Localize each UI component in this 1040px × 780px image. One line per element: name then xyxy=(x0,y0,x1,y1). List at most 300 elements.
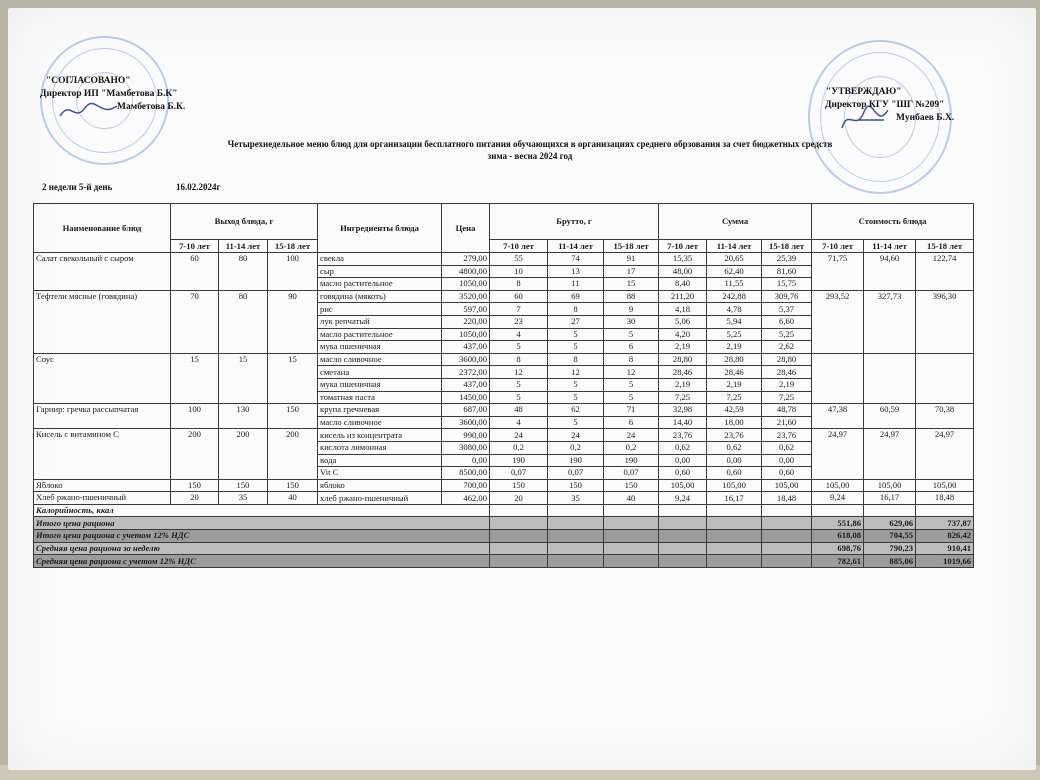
ingredient-price: 4800,00 xyxy=(442,265,490,278)
table-row xyxy=(34,353,974,366)
header-output: Выход блюда, г xyxy=(171,204,318,240)
ingredient-sum: 16,17 xyxy=(707,492,762,505)
ingredient-sum: 2,19 xyxy=(659,378,707,391)
dish-cost: 9,24 xyxy=(812,492,864,505)
ingredient-sum: 242,88 xyxy=(707,290,762,303)
week-day-label: 2 недели 5-й день xyxy=(42,182,113,192)
header-price: Цена xyxy=(442,204,490,253)
ingredient-sum: 105,00 xyxy=(762,479,812,492)
ingredient-name: масло растительное xyxy=(318,328,442,341)
ingredient-sum: 0,00 xyxy=(659,454,707,467)
ingredient-sum: 0,60 xyxy=(707,467,762,480)
ingredient-price: 687,00 xyxy=(442,404,490,417)
ingredient-sum: 15,75 xyxy=(762,278,812,291)
left-signature xyxy=(55,98,125,124)
header-age: 11-14 лет xyxy=(864,240,916,253)
summary-empty xyxy=(604,555,659,568)
summary-empty xyxy=(548,530,604,543)
summary-empty xyxy=(548,542,604,555)
dish-cost xyxy=(812,353,864,403)
ingredient-name: масло сливочное xyxy=(318,416,442,429)
dish-cost: 105,00 xyxy=(864,479,916,492)
ingredient-name: масло сливочное xyxy=(318,353,442,366)
dish-name: Гарнир: гречка рассыпчатая xyxy=(34,404,171,429)
ingredient-brutto: 27 xyxy=(548,315,604,328)
dish-cost: 24,97 xyxy=(864,429,916,479)
summary-row xyxy=(34,555,974,568)
header-age: 15-18 лет xyxy=(762,240,812,253)
table-row xyxy=(34,253,974,266)
document-subtitle: зима - весна 2024 год xyxy=(487,151,573,161)
summary-empty xyxy=(659,555,707,568)
ingredient-brutto: 0,2 xyxy=(490,441,548,454)
ingredient-sum: 4,18 xyxy=(659,303,707,316)
header-age: 15-18 лет xyxy=(268,240,318,253)
summary-empty xyxy=(604,504,659,517)
summary-label: Итого цена рациона xyxy=(34,517,490,530)
dish-cost: 396,30 xyxy=(916,290,974,353)
ingredient-sum: 48,00 xyxy=(659,265,707,278)
ingredient-brutto: 4 xyxy=(490,328,548,341)
dish-cost: 16,17 xyxy=(864,492,916,505)
ingredient-brutto: 5 xyxy=(548,328,604,341)
ingredient-sum: 0,00 xyxy=(762,454,812,467)
ingredient-brutto: 8 xyxy=(490,353,548,366)
ingredient-price: 1050,00 xyxy=(442,278,490,291)
approve-name: Мунбаев Б.Х. xyxy=(896,113,955,123)
dish-cost: 24,97 xyxy=(916,429,974,479)
summary-row xyxy=(34,530,974,543)
ingredient-sum: 5,37 xyxy=(762,303,812,316)
header-age: 11-14 лет xyxy=(707,240,762,253)
dish-cost: 105,00 xyxy=(916,479,974,492)
ingredient-brutto: 24 xyxy=(548,429,604,442)
summary-empty xyxy=(490,555,548,568)
ingredient-brutto: 5 xyxy=(548,378,604,391)
summary-value xyxy=(812,504,864,517)
ingredient-sum: 25,39 xyxy=(762,253,812,266)
ingredient-brutto: 5 xyxy=(548,391,604,404)
ingredient-price: 3600,00 xyxy=(442,416,490,429)
dish-output: 100 xyxy=(171,404,219,429)
ingredient-brutto: 24 xyxy=(490,429,548,442)
summary-row xyxy=(34,504,974,517)
ingredient-sum: 28,46 xyxy=(707,366,762,379)
summary-empty xyxy=(548,555,604,568)
ingredient-brutto: 0,07 xyxy=(548,467,604,480)
header-age: 7-10 лет xyxy=(490,240,548,253)
ingredient-price: 462,00 xyxy=(442,492,490,505)
ingredient-sum: 5,25 xyxy=(762,328,812,341)
ingredient-brutto: 5 xyxy=(548,341,604,354)
ingredient-price: 437,00 xyxy=(442,378,490,391)
ingredient-price: 437,00 xyxy=(442,341,490,354)
ingredient-sum: 48,78 xyxy=(762,404,812,417)
summary-value: 551,86 xyxy=(812,517,864,530)
ingredient-brutto: 60 xyxy=(490,290,548,303)
document-title: Четырехнедельное меню блюд для организации бесплатного питания обучающихся в организациях среднего обрзования за счет бюджетных средств xyxy=(227,139,833,149)
ingredient-sum: 32,98 xyxy=(659,404,707,417)
ingredient-brutto: 0,07 xyxy=(604,467,659,480)
dish-output: 40 xyxy=(268,492,318,505)
ingredient-sum: 4,78 xyxy=(707,303,762,316)
dish-output: 70 xyxy=(171,290,219,353)
ingredient-brutto: 23 xyxy=(490,315,548,328)
ingredient-price: 8500,00 xyxy=(442,467,490,480)
dish-cost: 47,38 xyxy=(812,404,864,429)
summary-label: Калорийность, ккал xyxy=(34,504,490,517)
summary-label: Итого цена рациона с учетом 12% НДС xyxy=(34,530,490,543)
dish-output: 130 xyxy=(219,404,268,429)
summary-empty xyxy=(490,542,548,555)
ingredient-price: 279,00 xyxy=(442,253,490,266)
ingredient-sum: 0,60 xyxy=(659,467,707,480)
header-age: 7-10 лет xyxy=(659,240,707,253)
table-row xyxy=(34,290,974,303)
dish-name: Соус xyxy=(34,353,171,403)
ingredient-sum: 0,62 xyxy=(762,441,812,454)
ingredient-brutto: 8 xyxy=(604,353,659,366)
summary-empty xyxy=(604,530,659,543)
dish-output: 60 xyxy=(171,253,219,291)
ingredient-brutto: 5 xyxy=(490,391,548,404)
ingredient-price: 0,00 xyxy=(442,454,490,467)
ingredient-sum: 28,80 xyxy=(707,353,762,366)
ingredient-sum: 28,80 xyxy=(762,353,812,366)
dish-output: 35 xyxy=(219,492,268,505)
ingredient-sum: 5,06 xyxy=(659,315,707,328)
ingredient-sum: 28,80 xyxy=(659,353,707,366)
ingredient-brutto: 88 xyxy=(604,290,659,303)
summary-empty xyxy=(490,530,548,543)
dish-output: 20 xyxy=(171,492,219,505)
dish-output: 150 xyxy=(268,404,318,429)
dish-name: Кисель с витамином С xyxy=(34,429,171,479)
ingredient-brutto: 91 xyxy=(604,253,659,266)
ingredient-brutto: 5 xyxy=(490,378,548,391)
table-row xyxy=(34,492,974,505)
summary-empty xyxy=(659,517,707,530)
ingredient-brutto: 62 xyxy=(548,404,604,417)
ingredient-sum: 2,62 xyxy=(762,341,812,354)
ingredient-price: 220,00 xyxy=(442,315,490,328)
ingredient-name: вода xyxy=(318,454,442,467)
ingredient-sum: 15,35 xyxy=(659,253,707,266)
ingredient-sum: 6,60 xyxy=(762,315,812,328)
ingredient-sum: 20,65 xyxy=(707,253,762,266)
summary-value: 618,08 xyxy=(812,530,864,543)
summary-empty xyxy=(762,504,812,517)
summary-empty xyxy=(707,542,762,555)
ingredient-sum: 21,60 xyxy=(762,416,812,429)
ingredient-brutto: 11 xyxy=(548,278,604,291)
ingredient-price: 3080,00 xyxy=(442,441,490,454)
ingredient-sum: 309,76 xyxy=(762,290,812,303)
summary-empty xyxy=(762,555,812,568)
ingredient-sum: 18,48 xyxy=(762,492,812,505)
dish-output: 100 xyxy=(268,253,318,291)
header-age: 7-10 лет xyxy=(171,240,219,253)
ingredient-brutto: 12 xyxy=(548,366,604,379)
ingredient-brutto: 9 xyxy=(604,303,659,316)
ingredient-sum: 42,59 xyxy=(707,404,762,417)
ingredient-brutto: 150 xyxy=(490,479,548,492)
ingredient-sum: 18,00 xyxy=(707,416,762,429)
ingredient-brutto: 150 xyxy=(548,479,604,492)
summary-empty xyxy=(707,504,762,517)
ingredient-sum: 2,19 xyxy=(659,341,707,354)
ingredient-sum: 14,40 xyxy=(659,416,707,429)
ingredient-brutto: 8 xyxy=(548,353,604,366)
agreed-role: Директор ИП "Мамбетова Б.К" xyxy=(40,89,178,99)
ingredient-brutto: 69 xyxy=(548,290,604,303)
ingredient-name: мука пшеничная xyxy=(318,341,442,354)
ingredient-brutto: 6 xyxy=(604,416,659,429)
dish-name: Яблоко xyxy=(34,479,171,492)
ingredient-price: 1450,00 xyxy=(442,391,490,404)
header-age: 11-14 лет xyxy=(548,240,604,253)
dish-output: 200 xyxy=(268,429,318,479)
ingredient-brutto: 8 xyxy=(548,303,604,316)
dish-output: 90 xyxy=(268,290,318,353)
ingredient-brutto: 13 xyxy=(548,265,604,278)
header-age: 11-14 лет xyxy=(219,240,268,253)
ingredient-brutto: 35 xyxy=(548,492,604,505)
summary-value xyxy=(916,504,974,517)
summary-empty xyxy=(659,530,707,543)
summary-value: 629,06 xyxy=(864,517,916,530)
date-label: 16.02.2024г xyxy=(176,182,221,192)
ingredient-brutto: 5 xyxy=(604,391,659,404)
ingredient-brutto: 74 xyxy=(548,253,604,266)
ingredient-sum: 28,46 xyxy=(659,366,707,379)
summary-value: 704,55 xyxy=(864,530,916,543)
summary-empty xyxy=(548,504,604,517)
dish-cost: 122,74 xyxy=(916,253,974,291)
dish-cost: 94,60 xyxy=(864,253,916,291)
dish-cost: 24,97 xyxy=(812,429,864,479)
ingredient-sum: 2,19 xyxy=(762,378,812,391)
table-row xyxy=(34,404,974,417)
ingredient-name: кисель из концентрата xyxy=(318,429,442,442)
dish-output: 150 xyxy=(219,479,268,492)
header-ingredients: Ингредиенты блюда xyxy=(318,204,442,253)
summary-empty xyxy=(707,530,762,543)
summary-row xyxy=(34,542,974,555)
ingredient-brutto: 0,2 xyxy=(548,441,604,454)
ingredient-brutto: 190 xyxy=(548,454,604,467)
summary-value: 885,06 xyxy=(864,555,916,568)
summary-empty xyxy=(490,504,548,517)
ingredient-sum: 23,76 xyxy=(762,429,812,442)
summary-empty xyxy=(707,517,762,530)
dish-output: 200 xyxy=(219,429,268,479)
ingredient-price: 3600,00 xyxy=(442,353,490,366)
ingredient-name: свекла xyxy=(318,253,442,266)
ingredient-name: мука пшеничная xyxy=(318,378,442,391)
ingredient-name: кислота лимонная xyxy=(318,441,442,454)
ingredient-price: 990,00 xyxy=(442,429,490,442)
header-cost: Стоимость блюда xyxy=(812,204,974,240)
ingredient-sum: 9,24 xyxy=(659,492,707,505)
agreed-name: Мамбетова Б.К. xyxy=(117,102,186,112)
ingredient-brutto: 5 xyxy=(604,328,659,341)
ingredient-brutto: 55 xyxy=(490,253,548,266)
dish-cost: 60,59 xyxy=(864,404,916,429)
summary-empty xyxy=(659,504,707,517)
ingredient-name: крупа гречневая xyxy=(318,404,442,417)
dish-cost: 70,38 xyxy=(916,404,974,429)
summary-empty xyxy=(490,517,548,530)
summary-label: Средняя цена рациона с учетом 12% НДС xyxy=(34,555,490,568)
header-age: 15-18 лет xyxy=(604,240,659,253)
dish-cost xyxy=(864,353,916,403)
summary-empty xyxy=(548,517,604,530)
summary-empty xyxy=(604,542,659,555)
menu-table-body xyxy=(34,253,974,568)
ingredient-brutto: 6 xyxy=(604,341,659,354)
ingredient-name: томатная паста xyxy=(318,391,442,404)
ingredient-sum: 7,25 xyxy=(762,391,812,404)
approve-title: "УТВЕРЖДАЮ" xyxy=(826,87,902,97)
ingredient-brutto: 8 xyxy=(490,278,548,291)
ingredient-sum: 7,25 xyxy=(659,391,707,404)
approve-role: Директор КГУ "ШГ №209" xyxy=(825,100,945,110)
ingredient-brutto: 12 xyxy=(490,366,548,379)
ingredient-brutto: 190 xyxy=(490,454,548,467)
ingredient-brutto: 5 xyxy=(490,341,548,354)
dish-output: 150 xyxy=(268,479,318,492)
ingredient-name: хлеб ржано-пшеничный xyxy=(318,492,442,505)
ingredient-sum: 2,19 xyxy=(707,341,762,354)
summary-value: 698,76 xyxy=(812,542,864,555)
summary-empty xyxy=(659,542,707,555)
dish-cost: 71,75 xyxy=(812,253,864,291)
ingredient-brutto: 24 xyxy=(604,429,659,442)
dish-output: 80 xyxy=(219,290,268,353)
ingredient-sum: 23,76 xyxy=(659,429,707,442)
ingredient-price: 700,00 xyxy=(442,479,490,492)
ingredient-brutto: 20 xyxy=(490,492,548,505)
ingredient-sum: 0,62 xyxy=(707,441,762,454)
header-dish: Наименование блюд xyxy=(34,204,171,253)
dish-output: 15 xyxy=(219,353,268,403)
summary-empty xyxy=(762,517,812,530)
summary-empty xyxy=(762,530,812,543)
dish-cost: 293,52 xyxy=(812,290,864,353)
ingredient-brutto: 4 xyxy=(490,416,548,429)
ingredient-sum: 81,60 xyxy=(762,265,812,278)
table-row xyxy=(34,429,974,442)
dish-cost: 18,48 xyxy=(916,492,974,505)
ingredient-brutto: 150 xyxy=(604,479,659,492)
ingredient-name: масло растительное xyxy=(318,278,442,291)
agreed-title: "СОГЛАСОВАНО" xyxy=(46,76,131,86)
ingredient-sum: 11,55 xyxy=(707,278,762,291)
ingredient-sum: 2,19 xyxy=(707,378,762,391)
ingredient-brutto: 12 xyxy=(604,366,659,379)
dish-output: 80 xyxy=(219,253,268,291)
ingredient-name: лук репчатый xyxy=(318,315,442,328)
summary-empty xyxy=(707,555,762,568)
ingredient-name: сыр xyxy=(318,265,442,278)
ingredient-sum: 7,25 xyxy=(707,391,762,404)
ingredient-name: яблоко xyxy=(318,479,442,492)
header-brutto: Брутто, г xyxy=(490,204,659,240)
ingredient-name: говядина (мякоть) xyxy=(318,290,442,303)
ingredient-name: сметана xyxy=(318,366,442,379)
summary-empty xyxy=(604,517,659,530)
ingredient-name: рис xyxy=(318,303,442,316)
summary-value xyxy=(864,504,916,517)
dish-cost: 327,73 xyxy=(864,290,916,353)
ingredient-sum: 211,20 xyxy=(659,290,707,303)
summary-row xyxy=(34,517,974,530)
dish-output: 15 xyxy=(268,353,318,403)
dish-cost: 105,00 xyxy=(812,479,864,492)
summary-value: 790,23 xyxy=(864,542,916,555)
ingredient-sum: 8,40 xyxy=(659,278,707,291)
ingredient-sum: 23,76 xyxy=(707,429,762,442)
ingredient-sum: 4,20 xyxy=(659,328,707,341)
dish-cost xyxy=(916,353,974,403)
ingredient-brutto: 5 xyxy=(604,378,659,391)
ingredient-sum: 0,60 xyxy=(762,467,812,480)
ingredient-sum: 0,62 xyxy=(659,441,707,454)
summary-value: 782,61 xyxy=(812,555,864,568)
dish-name: Хлеб ржано-пшеничный xyxy=(34,492,171,505)
ingredient-name: Vit С xyxy=(318,467,442,480)
dish-output: 200 xyxy=(171,429,219,479)
summary-empty xyxy=(762,542,812,555)
summary-value: 737,87 xyxy=(916,517,974,530)
ingredient-sum: 0,00 xyxy=(707,454,762,467)
ingredient-sum: 105,00 xyxy=(707,479,762,492)
ingredient-brutto: 0,07 xyxy=(490,467,548,480)
header-age: 7-10 лет xyxy=(812,240,864,253)
header-sum: Сумма xyxy=(659,204,812,240)
summary-value: 910,41 xyxy=(916,542,974,555)
ingredient-brutto: 0,2 xyxy=(604,441,659,454)
ingredient-brutto: 10 xyxy=(490,265,548,278)
menu-table xyxy=(33,203,974,568)
dish-name: Тефтели мясные (говядина) xyxy=(34,290,171,353)
dish-output: 15 xyxy=(171,353,219,403)
summary-label: Средняя цена рациона за неделю xyxy=(34,542,490,555)
ingredient-price: 2372,00 xyxy=(442,366,490,379)
table-row xyxy=(34,479,974,492)
summary-value: 1019,66 xyxy=(916,555,974,568)
header-age: 15-18 лет xyxy=(916,240,974,253)
ingredient-brutto: 5 xyxy=(548,416,604,429)
ingredient-brutto: 40 xyxy=(604,492,659,505)
dish-output: 150 xyxy=(171,479,219,492)
ingredient-price: 1050,00 xyxy=(442,328,490,341)
ingredient-price: 3520,00 xyxy=(442,290,490,303)
ingredient-brutto: 15 xyxy=(604,278,659,291)
ingredient-brutto: 48 xyxy=(490,404,548,417)
ingredient-sum: 105,00 xyxy=(659,479,707,492)
ingredient-brutto: 7 xyxy=(490,303,548,316)
summary-value: 826,42 xyxy=(916,530,974,543)
dish-name: Салат свекольный с сыром xyxy=(34,253,171,291)
ingredient-brutto: 71 xyxy=(604,404,659,417)
ingredient-price: 597,00 xyxy=(442,303,490,316)
ingredient-brutto: 30 xyxy=(604,315,659,328)
ingredient-brutto: 17 xyxy=(604,265,659,278)
ingredient-sum: 28,46 xyxy=(762,366,812,379)
ingredient-sum: 5,94 xyxy=(707,315,762,328)
